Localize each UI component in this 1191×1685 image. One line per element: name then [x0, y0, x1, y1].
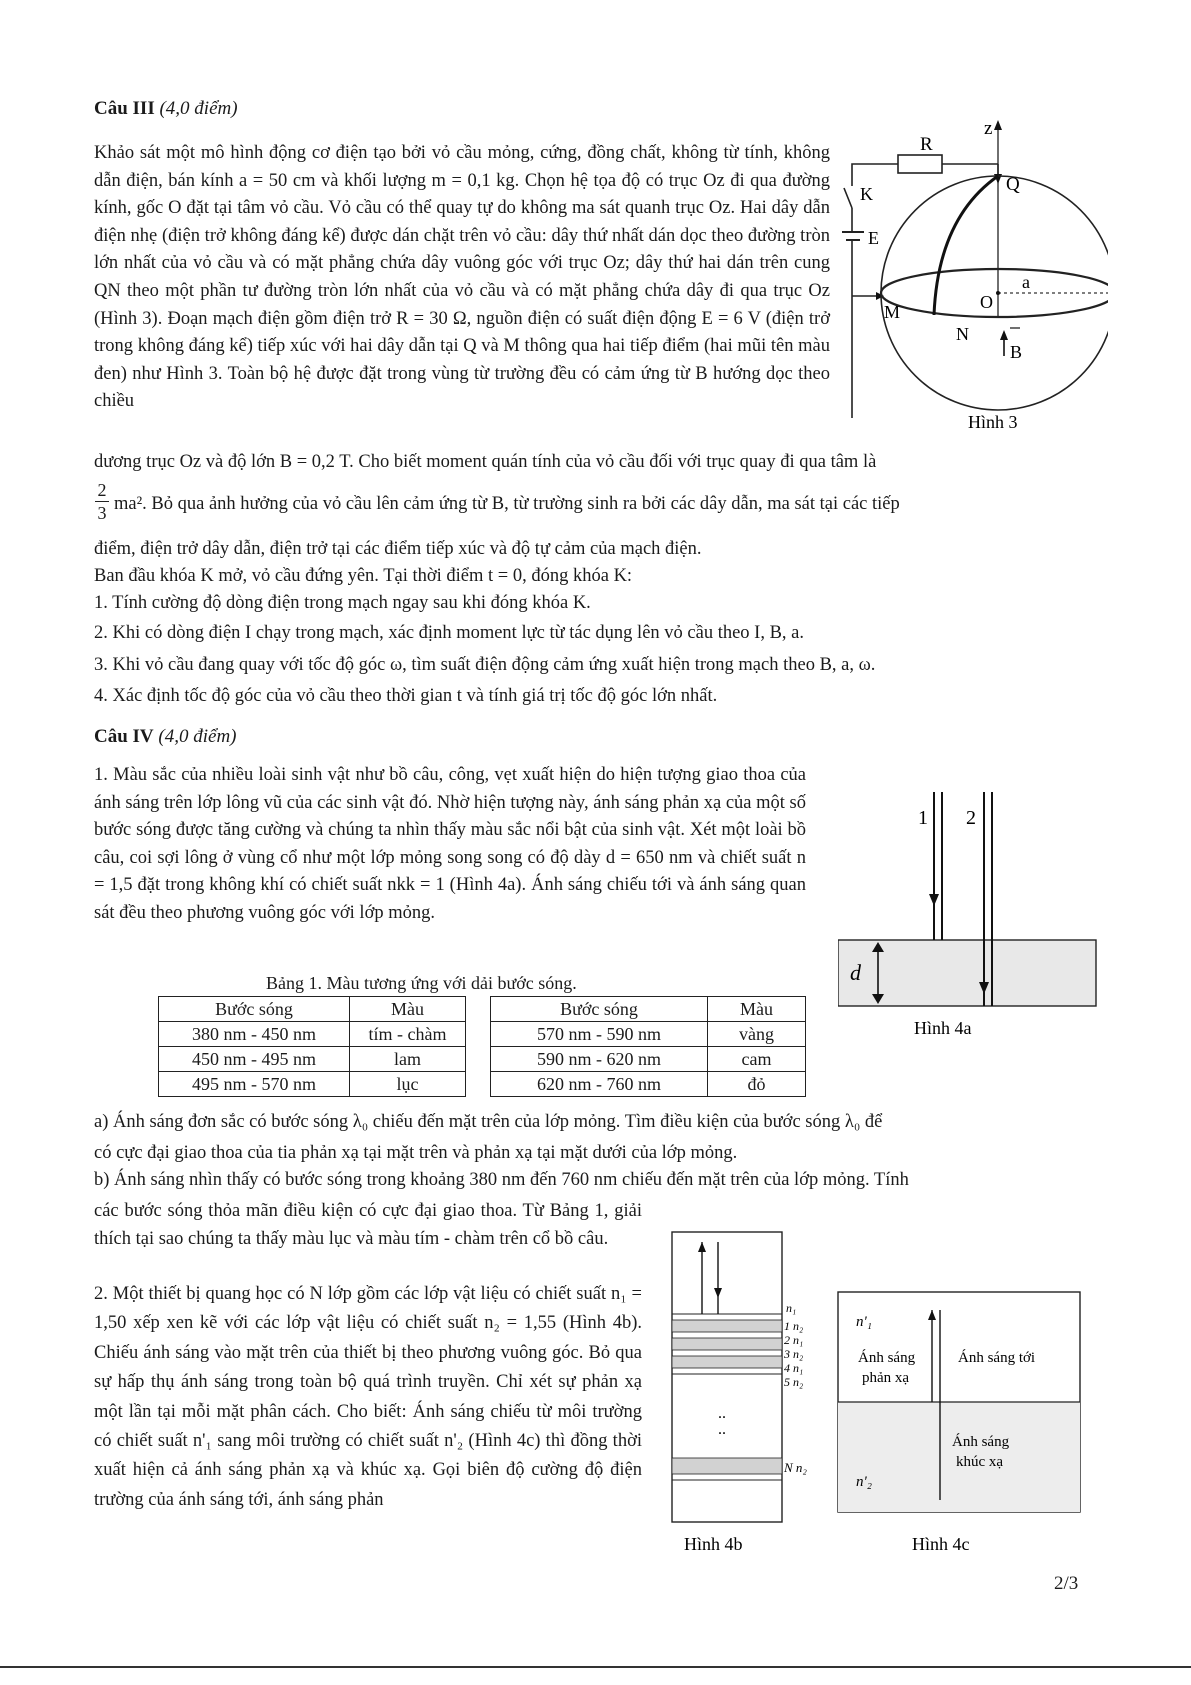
layer-label: 3 n₂: [784, 1347, 804, 1361]
color-cell: tím - chàm: [350, 1022, 466, 1047]
table-header-row: [159, 997, 466, 1022]
layer-3: [672, 1338, 782, 1350]
layer-5: [672, 1356, 782, 1368]
label-d: d: [850, 960, 861, 985]
layer-label: 2 n₁: [784, 1333, 804, 1347]
question-4-part-1: 1. Màu sắc của nhiều loài sinh vật như bồ câu, công, vẹt xuất hiện do hiện tượng giao thoa của ánh sáng trên lớp lông vũ của các sinh vật đó. Nhờ hiện tượng này, ánh sáng phản xạ của một số bước sóng được tăng cường và chúng ta nhìn thấy màu sắc nổi bật của sinh vật. Xét một loài bồ câu, coi sợi lông ở vùng cổ như một lớp mỏng song song có độ dày d = 650 nm và chiết suất n = 1,5 đặt trong không khí có chiết suất nkk = 1 (Hình 4a). Ánh sáng chiếu tới và ánh sáng quan sát đều theo phương vuông góc với lớp mỏng.: [94, 765, 806, 923]
figure-3: [838, 118, 1108, 436]
label-R: R: [920, 134, 933, 155]
figure-4c: [836, 1290, 1086, 1560]
header-wavelength: Bước sóng: [491, 997, 708, 1022]
color-cell: lục: [350, 1072, 466, 1097]
question-4-part-2: 2. Một thiết bị quang học có N lớp gồm các lớp vật liệu có chiết suất n₁ = 1,50 xếp xen kẽ với các lớp vật liệu có chiết suất n₂ = 1,55 (Hình 4b). Chiếu ánh sáng vào mặt trên của thiết bị theo phương vuông góc. Bỏ qua sự hấp thụ ánh sáng trong toàn bộ quá trình truyền. Chỉ xét sự phản xạ một lần tại mỗi mặt phân cách. Cho biết: Ánh sáng chiếu từ môi trường có chiết suất n'₁ sang môi trường có chiết suất n'₂ (Hình 4c) thì đồng thời xuất hiện cả ánh sáng phản xạ và khúc xạ. Gọi biên độ cường độ điện trường của ánh sáng tới, ánh sáng phản: [94, 1284, 642, 1510]
figure-4c-caption: Hình 4c: [912, 1534, 970, 1554]
figure-4a: [838, 782, 1098, 1042]
label-K: K: [860, 184, 873, 204]
label-reflected-1: Ánh sáng: [858, 1350, 916, 1366]
color-cell: cam: [708, 1047, 806, 1072]
fraction-denominator: 3: [97, 503, 107, 523]
table-1-title: Bảng 1. Màu tương ứng với dải bước sóng.: [266, 973, 577, 993]
question-3-item-3: 3. Khi vỏ cầu đang quay với tốc độ góc ω, tìm suất điện động cảm ứng xuất hiện trong mạch theo B, a, ω.: [94, 655, 876, 675]
b-field-arrowhead: [1000, 330, 1008, 340]
figure-4b-caption: Hình 4b: [684, 1534, 743, 1554]
figure-4a-caption: Hình 4a: [914, 1018, 972, 1038]
question-4-heading: [94, 726, 237, 748]
table-row: [159, 1022, 466, 1047]
fraction-numerator: 2: [97, 480, 107, 500]
label-n1-prime: n'₁: [856, 1314, 872, 1330]
color-cell: vàng: [708, 1022, 806, 1047]
label-B: B: [1010, 342, 1023, 362]
layer-1: [672, 1320, 782, 1332]
label-z: z: [984, 118, 993, 139]
question-3-heading: [94, 98, 238, 120]
label-a: a: [1022, 272, 1030, 292]
layer-ellipsis: ..: [718, 1405, 726, 1422]
question-3-title: Câu III: [94, 98, 155, 119]
wavelength-cell: 450 nm - 495 nm: [159, 1047, 350, 1072]
table-row: [491, 1022, 806, 1047]
color-table-right: [490, 996, 806, 1097]
layer-label: n₁: [786, 1301, 797, 1315]
header-wavelength: Bước sóng: [159, 997, 350, 1022]
layer-label: 4 n₁: [784, 1361, 804, 1375]
header-color: Màu: [350, 997, 466, 1022]
layer-label: 5 n₂: [784, 1375, 804, 1389]
layer-label-N: N n₂: [784, 1460, 807, 1475]
layer-N: [672, 1458, 782, 1474]
layer-ellipsis: ..: [718, 1421, 726, 1438]
label-refracted-2: khúc xạ: [956, 1454, 1004, 1470]
label-Q: Q: [1006, 174, 1020, 195]
question-3-intro: Khảo sát một mô hình động cơ điện tạo bởi vỏ cầu mỏng, cứng, đồng chất, không từ tính, không dẫn điện, bán kính a = 50 cm và khối lượng m = 0,1 kg. Chọn hệ tọa độ có trục Oz đi qua đường kính, gốc O đặt tại tâm vỏ cầu. Vỏ cầu có thể quay tự do không ma sát quanh trục Oz. Hai dây dẫn điện nhẹ (điện trở không đáng kể) được dán chặt trên vỏ cầu: dây thứ nhất dán dọc theo đường tròn lớn nhất của vỏ cầu và có mặt phẳng chứa dây vuông góc với trục Oz; dây thứ hai dán trên cung QN theo một phần tư đường tròn lớn nhất của vỏ cầu và có mặt phẳng chứa dây đi qua trục Oz (Hình 3). Đoạn mạch điện gồm điện trở R = 30 Ω, nguồn điện có suất điện động E = 6 V (điện trở trong không đáng kể) tiếp xúc với hai dây dẫn tại Q và M thông qua hai tiếp điểm (hai mũi tên màu đen) như Hình 3. Toàn bộ hệ được đặt trong vùng từ trường đều có cảm ứng từ B hướng dọc theo chiều: [94, 143, 830, 412]
wavelength-cell: 620 nm - 760 nm: [491, 1072, 708, 1097]
fraction-two-thirds: [94, 480, 110, 523]
part-a-line-2: có cực đại giao thoa của tia phản xạ tại mặt trên và phản xạ tại mặt dưới của lớp mỏng.: [94, 1143, 738, 1163]
page-bottom-border: [0, 1666, 1191, 1668]
question-3-item-2: 2. Khi có dòng điện I chạy trong mạch, xác định moment lực từ tác dụng lên vỏ cầu theo I, B, a.: [94, 623, 805, 643]
label-E: E: [868, 228, 879, 248]
table-row: [491, 1072, 806, 1097]
wavelength-cell: 570 nm - 590 nm: [491, 1022, 708, 1047]
wavelength-cell: 495 nm - 570 nm: [159, 1072, 350, 1097]
part-a-line-1: a) Ánh sáng đơn sắc có bước sóng λ₀ chiếu đến mặt trên của lớp mỏng. Tìm điều kiện của bước sóng λ₀ để: [94, 1112, 883, 1132]
question-3-line-4: Ban đầu khóa K mở, vỏ cầu đứng yên. Tại thời điểm t = 0, đóng khóa K:: [94, 566, 633, 586]
label-O: O: [980, 292, 993, 312]
center-O: [996, 291, 1000, 295]
label-N: N: [956, 324, 969, 344]
color-table-left: [158, 996, 466, 1097]
page-number: 2/3: [1054, 1573, 1079, 1594]
z-axis-arrow: [994, 120, 1002, 130]
question-3-item-1: 1. Tính cường độ dòng điện trong mạch ngay sau khi đóng khóa K.: [94, 593, 591, 613]
question-3-line-3: điểm, điện trở dây dẫn, điện trở tại các điểm tiếp xúc và độ tự cảm của mạch điện.: [94, 539, 702, 559]
device-outline: [672, 1232, 782, 1522]
sphere-outline: [881, 176, 1108, 410]
wavelength-cell: 380 nm - 450 nm: [159, 1022, 350, 1047]
question-3-item-4: 4. Xác định tốc độ góc của vỏ cầu theo thời gian t và tính giá trị tốc độ góc lớn nhất.: [94, 686, 718, 706]
label-ray-1: 1: [918, 807, 928, 829]
question-3-line-1: dương trục Oz và độ lớn B = 0,2 T. Cho biết moment quán tính của vỏ cầu đối với trục quay đi qua tâm là: [94, 452, 877, 472]
table-header-row: [491, 997, 806, 1022]
figure-3-caption: Hình 3: [968, 412, 1018, 432]
part-b-line-1: b) Ánh sáng nhìn thấy có bước sóng trong khoảng 380 nm đến 760 nm chiếu đến mặt trên của lớp mỏng. Tính: [94, 1170, 909, 1190]
label-reflected-2: phản xạ: [862, 1370, 910, 1386]
question-3-line-2: ma². Bỏ qua ảnh hưởng của vỏ cầu lên cảm ứng từ B, từ trường sinh ra bởi các dây dẫn, ma sát tại các tiếp: [114, 494, 900, 514]
label-n2-prime: n'₂: [856, 1474, 872, 1490]
layer-label: 1 n₂: [784, 1319, 804, 1333]
part-b-rest: các bước sóng thỏa mãn điều kiện có cực đại giao thoa. Từ Bảng 1, giải thích tại sao chúng ta thấy màu lục và màu tím - chàm trên cổ bồ câu.: [94, 1201, 642, 1249]
label-refracted-1: Ánh sáng: [952, 1434, 1010, 1450]
question-4-title: Câu IV: [94, 726, 154, 747]
table-row: [491, 1047, 806, 1072]
question-3-points: (4,0 điểm): [159, 98, 238, 119]
figure-4b: [668, 1228, 828, 1558]
label-ray-2: 2: [966, 807, 976, 829]
equator-wire: [881, 269, 1108, 317]
resistor-R: [898, 155, 942, 173]
label-M: M: [884, 302, 901, 322]
table-row: [159, 1047, 466, 1072]
label-incident: Ánh sáng tới: [958, 1350, 1036, 1366]
table-row: [159, 1072, 466, 1097]
question-4-points: (4,0 điểm): [158, 726, 237, 747]
color-cell: đỏ: [708, 1072, 806, 1097]
fraction-bar: [95, 501, 109, 502]
color-cell: lam: [350, 1047, 466, 1072]
ray-1-down-arrow: [929, 894, 939, 906]
header-color: Màu: [708, 997, 806, 1022]
wavelength-cell: 590 nm - 620 nm: [491, 1047, 708, 1072]
